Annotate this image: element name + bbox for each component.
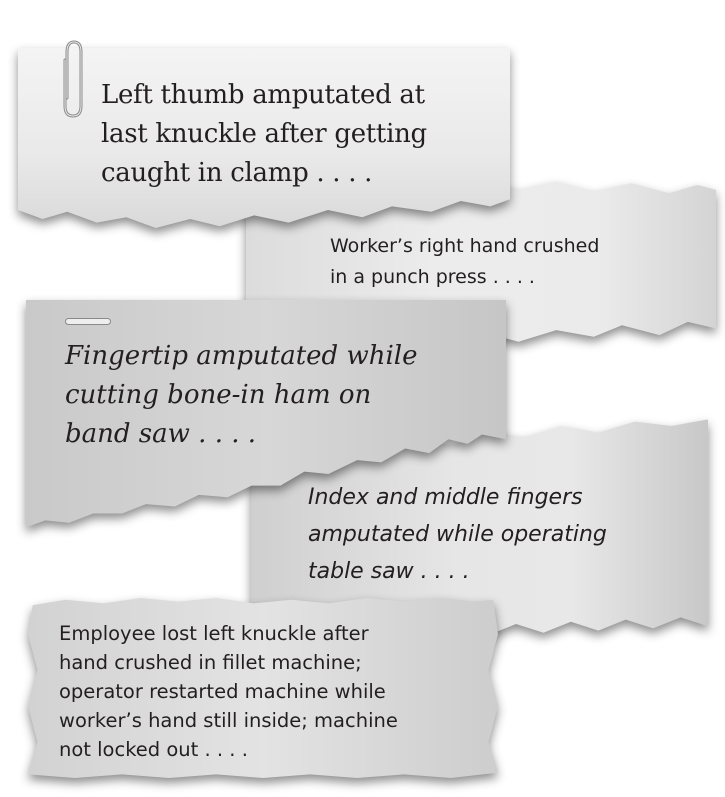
clipping-text: Left thumb amputated at last knuckle after getting caught in clamp . . . .: [101, 80, 427, 188]
news-clipping-5: [28, 598, 498, 778]
news-clipping-1: [18, 48, 510, 228]
clipping-text: Worker’s right hand crushed in a punch press . . . .: [330, 235, 600, 288]
clipping-text: Index and middle fingers amputated while operating table saw . . . .: [308, 485, 607, 584]
clipping-text: Employee lost left knuckle after hand crushed in fillet machine; operator restarted machine while worker’s hand still inside; machine not locked out . . . .: [59, 622, 398, 761]
news-clipping-3: [26, 300, 506, 532]
paperclip-icon: [65, 318, 111, 325]
clipping-text: Fingertip amputated while cutting bone-in ham on band saw . . . .: [65, 341, 418, 449]
paperclip-icon: [58, 38, 88, 120]
